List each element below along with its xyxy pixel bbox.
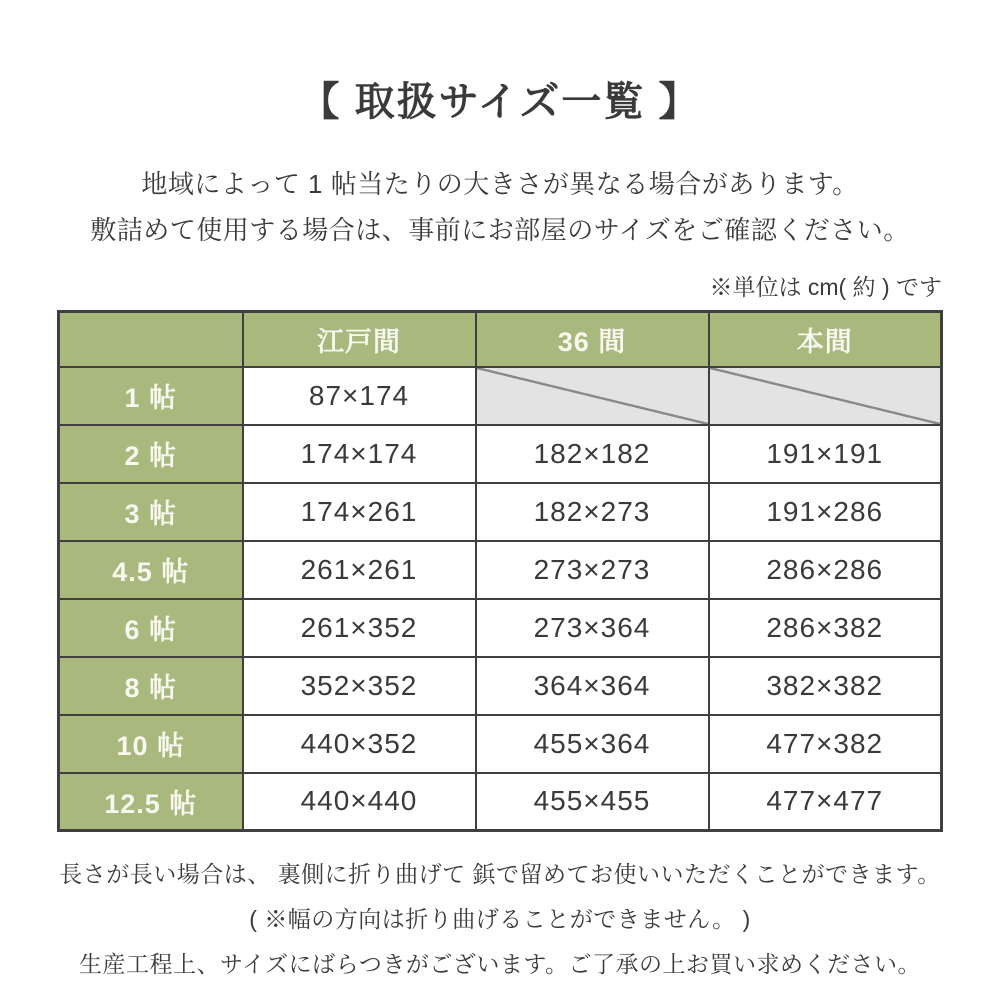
table-row — [59, 367, 942, 425]
row-label: 6 帖 — [59, 599, 243, 657]
size-cell: 352×352 — [243, 657, 476, 715]
size-cell: 174×261 — [243, 483, 476, 541]
size-cell: 261×261 — [243, 541, 476, 599]
column-header-edoma: 江戸間 — [243, 312, 476, 367]
row-label: 12.5 帖 — [59, 773, 243, 831]
footer-note-line: 長さが長い場合は、 裏側に折り曲げて 鋲で留めてお使いいただくことができます。 — [59, 861, 941, 887]
footer-notes — [0, 856, 1000, 979]
size-cell: 477×382 — [709, 715, 942, 773]
size-cell: 174×174 — [243, 425, 476, 483]
footer-note-line: 生産工程上、サイズにばらつきがございます。ご了承の上お買い求めください。 — [78, 951, 922, 977]
size-cell: 191×286 — [709, 483, 942, 541]
row-label: 10 帖 — [59, 715, 243, 773]
table-row — [59, 773, 942, 831]
empty-cell-diagonal — [476, 367, 709, 425]
description-block — [0, 161, 1000, 253]
size-cell: 261×352 — [243, 599, 476, 657]
size-cell: 477×477 — [709, 773, 942, 831]
size-cell: 273×364 — [476, 599, 709, 657]
size-table — [57, 310, 943, 832]
size-cell: 182×182 — [476, 425, 709, 483]
size-cell: 182×273 — [476, 483, 709, 541]
header-row — [59, 312, 942, 367]
unit-note: ※単位は cm( 約 ) です — [709, 274, 942, 300]
table-row — [59, 541, 942, 599]
description-line: 地域によって 1 帖当たりの大きさが異なる場合があります。 — [141, 169, 859, 199]
row-label: 8 帖 — [59, 657, 243, 715]
table-row — [59, 657, 942, 715]
size-cell: 440×352 — [243, 715, 476, 773]
size-cell: 286×286 — [709, 541, 942, 599]
row-label: 4.5 帖 — [59, 541, 243, 599]
row-label: 3 帖 — [59, 483, 243, 541]
column-header-honma: 本間 — [709, 312, 942, 367]
footer-note-line: ( ※幅の方向は折り曲げることができません。 ) — [249, 906, 751, 932]
size-cell: 191×191 — [709, 425, 942, 483]
table-row — [59, 425, 942, 483]
corner-cell — [59, 312, 243, 367]
size-cell: 455×455 — [476, 773, 709, 831]
row-label: 2 帖 — [59, 425, 243, 483]
row-label: 1 帖 — [59, 367, 243, 425]
size-cell: 440×440 — [243, 773, 476, 831]
table-row — [59, 715, 942, 773]
description-line: 敷詰めて使用する場合は、事前にお部屋のサイズをご確認ください。 — [90, 215, 910, 245]
page-title: 【 取扱サイズ一覧 】 — [299, 80, 701, 124]
table-row — [59, 599, 942, 657]
column-header-36ma: 36 間 — [476, 312, 709, 367]
empty-cell-diagonal — [709, 367, 942, 425]
size-cell: 455×364 — [476, 715, 709, 773]
size-cell: 364×364 — [476, 657, 709, 715]
table-row — [59, 483, 942, 541]
size-cell: 382×382 — [709, 657, 942, 715]
size-cell: 273×273 — [476, 541, 709, 599]
size-cell: 286×382 — [709, 599, 942, 657]
size-cell: 87×174 — [243, 367, 476, 425]
